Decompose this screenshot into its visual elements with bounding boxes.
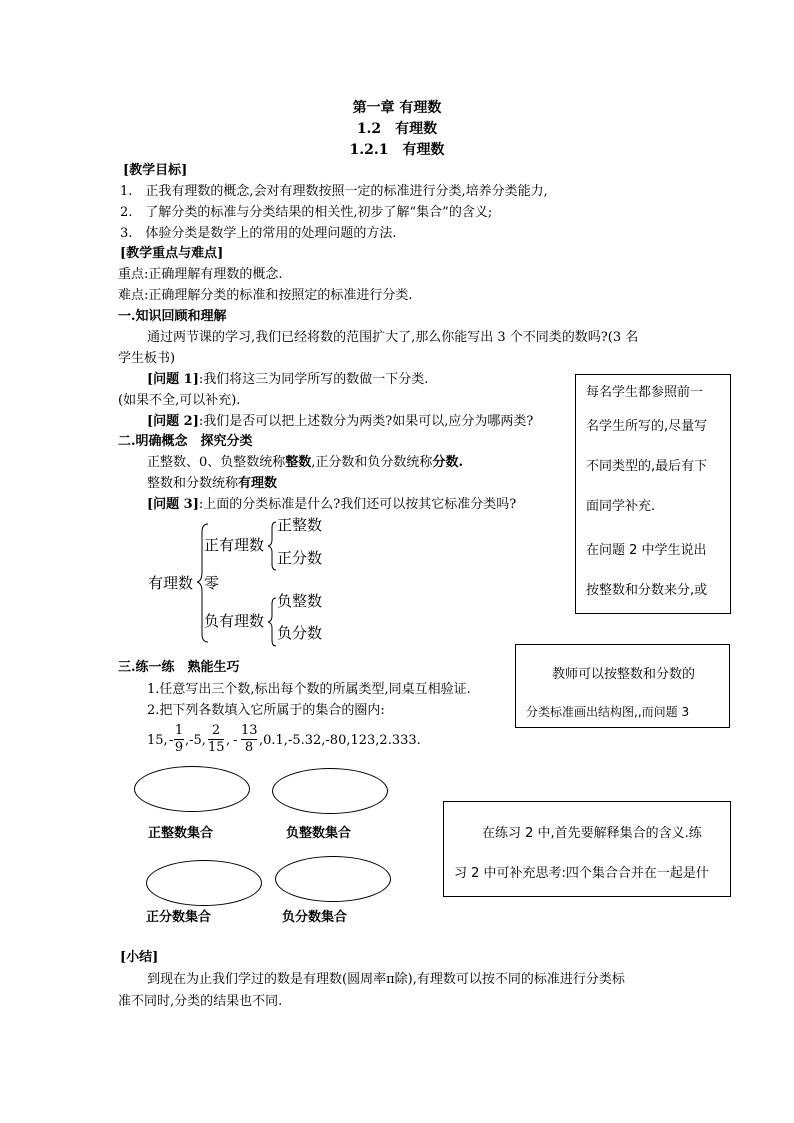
question-1-label: [问题 1] bbox=[147, 372, 199, 387]
neg-frac-set-label: 负分数集合 bbox=[282, 910, 348, 925]
note3-line: 习 2 中可补充思考:四个集合合并在一起是什 bbox=[454, 866, 709, 881]
teacher-note-1 bbox=[575, 374, 731, 614]
classification-diagram bbox=[140, 518, 340, 650]
summary-line-1: 到现在为止我们学过的数是有理数(圆周率π除),有理数可以按不同的标准进行分类标 bbox=[147, 972, 625, 987]
teacher-note-3 bbox=[443, 801, 731, 897]
objectives-heading: [教学目标] bbox=[123, 163, 188, 178]
teacher-note-2 bbox=[515, 644, 730, 728]
summary-heading: [小结] bbox=[120, 950, 159, 965]
question-1 bbox=[147, 372, 428, 388]
review-para-line2: 学生板书) bbox=[118, 351, 176, 366]
concept-text: 正整数、0、负整数统称 bbox=[147, 455, 286, 470]
pos-int-set-circle[interactable] bbox=[134, 766, 250, 812]
question-2-text: :我们是否可以把上述数分为两类?如果可以,应分为哪两类? bbox=[198, 414, 534, 429]
diagram-pos-int: 正整数 bbox=[277, 516, 323, 534]
fraction-numerator: 2 bbox=[211, 723, 221, 738]
question-3 bbox=[147, 497, 516, 513]
question-1-text: :我们将这三为同学所写的数做一下分类. bbox=[198, 372, 429, 387]
fraction-denominator: 15 bbox=[208, 740, 225, 755]
section-title: 1.2 有理数 bbox=[356, 121, 438, 137]
pos-int-set-label: 正整数集合 bbox=[148, 826, 214, 841]
diagram-zero: 零 bbox=[204, 574, 220, 592]
keypoints-heading: [教学重点与难点] bbox=[120, 246, 224, 261]
question-2-label: [问题 2] bbox=[147, 414, 199, 429]
note1-line: 不同类型的,最后有下 bbox=[586, 459, 708, 474]
diagram-root: 有理数 bbox=[148, 574, 194, 592]
note1-line: 按整数和分数来分,或 bbox=[586, 583, 708, 598]
term-rational: 有理数 bbox=[238, 476, 278, 491]
concepts-heading: 二.明确概念 探究分类 bbox=[118, 434, 253, 449]
difficulty-line: 难点:正确理解分类的标准和按照定的标准进行分类. bbox=[118, 288, 413, 303]
num-sign: - bbox=[169, 733, 174, 748]
term-fraction: 分数. bbox=[432, 455, 463, 470]
concept-line-2 bbox=[147, 476, 277, 492]
diagram-neg-int: 负整数 bbox=[277, 592, 323, 610]
pos-frac-set-circle[interactable] bbox=[146, 860, 262, 906]
fraction-1-9 bbox=[174, 724, 184, 754]
practice-item-2: 2.把下列各数填入它所属于的集合的圈内: bbox=[147, 703, 385, 718]
objective-item-1: 1. 正我有理数的概念,会对有理数按照一定的标准进行分类,培养分类能力, bbox=[120, 184, 548, 199]
diagram-neg-frac: 负分数 bbox=[277, 624, 323, 642]
note1-line: 名学生所写的,尽量写 bbox=[586, 419, 708, 434]
num-text: , bbox=[226, 733, 231, 748]
note2-line: 分类标准画出结构图,,而问题 3 bbox=[526, 705, 690, 719]
negative-brace bbox=[268, 598, 276, 646]
concept-line-1 bbox=[147, 455, 463, 471]
note1-line: 面同学补充. bbox=[586, 499, 656, 514]
summary-line-2: 准不同时,分类的结果也不同. bbox=[118, 994, 283, 1009]
objective-item-2: 2. 了解分类的标准与分类结果的相关性,初步了解“集合”的含义; bbox=[120, 205, 493, 220]
num-text: 15, bbox=[147, 733, 168, 748]
question-3-label: [问题 3] bbox=[147, 497, 199, 512]
number-list bbox=[147, 722, 447, 762]
diagram-negative: 负有理数 bbox=[204, 612, 265, 630]
fraction-numerator: 13 bbox=[241, 723, 258, 738]
fraction-2-15 bbox=[208, 724, 224, 754]
note1-line: 在问题 2 中学生说出 bbox=[586, 543, 707, 558]
pos-frac-set-label: 正分数集合 bbox=[146, 910, 212, 925]
note1-line: 每名学生都参照前一 bbox=[586, 385, 704, 400]
review-heading: 一.知识回顾和理解 bbox=[118, 309, 227, 324]
concept-text: 整数和分数统称 bbox=[147, 476, 239, 491]
practice-item-1: 1.任意写出三个数,标出每个数的所属类型,同桌互相验证. bbox=[147, 682, 471, 697]
neg-int-set-circle[interactable] bbox=[272, 768, 388, 814]
note2-line: 教师可以按整数和分数的 bbox=[552, 667, 696, 682]
fraction-denominator: 9 bbox=[174, 740, 184, 755]
num-sign: - bbox=[233, 733, 238, 748]
diagram-positive: 正有理数 bbox=[204, 536, 265, 554]
num-text: ,-5, bbox=[185, 733, 206, 748]
num-text: ,0.1,-5.32,-80,123,2.333. bbox=[259, 733, 421, 748]
fraction-numerator: 1 bbox=[174, 723, 184, 738]
subsection-title: 1.2.1 有理数 bbox=[349, 142, 445, 158]
note3-line: 在练习 2 中,首先要解释集合的含义.练 bbox=[482, 826, 702, 841]
neg-int-set-label: 负整数集合 bbox=[286, 826, 352, 841]
neg-frac-set-circle[interactable] bbox=[275, 856, 391, 902]
fraction-denominator: 8 bbox=[244, 740, 254, 755]
term-integer: 整数 bbox=[285, 455, 312, 470]
positive-brace bbox=[268, 522, 276, 570]
question-1-note: (如果不全,可以补充). bbox=[118, 393, 241, 408]
question-3-text: :上面的分类标准是什么?我们还可以按其它标准分类吗? bbox=[198, 497, 517, 512]
diagram-pos-frac: 正分数 bbox=[277, 549, 323, 567]
objective-item-3: 3. 体验分类是数学上的常用的处理问题的方法. bbox=[120, 226, 397, 241]
practice-heading: 三.练一练 熟能生巧 bbox=[118, 660, 240, 675]
focus-line: 重点:正确理解有理数的概念. bbox=[118, 267, 283, 282]
review-para-line1: 通过两节课的学习,我们已经将数的范围扩大了,那么你能写出 3 个不同类的数吗?(3 名 bbox=[147, 330, 639, 345]
fraction-13-8 bbox=[241, 724, 257, 754]
concept-text: ,正分数和负分数统称 bbox=[311, 455, 433, 470]
question-2 bbox=[147, 414, 533, 430]
chapter-title: 第一章 有理数 bbox=[352, 100, 442, 116]
